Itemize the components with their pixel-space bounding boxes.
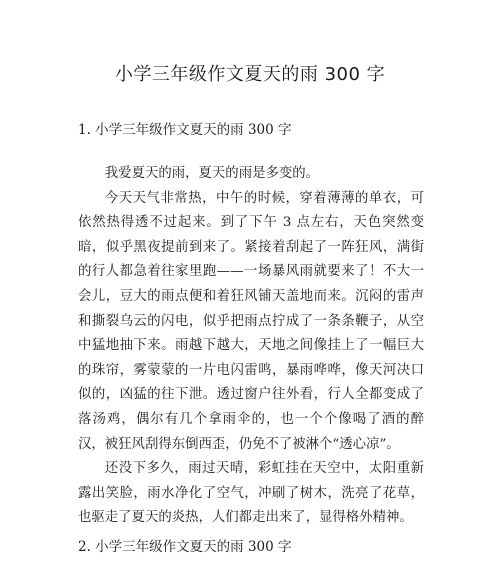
- page-title: 小学三年级作文夏天的雨 300 字: [114, 64, 386, 85]
- paragraph-2: 今天天气非常热，中午的时候，穿着薄薄的单衣，可依然热得透不过起来。到了下午 3 点左右，天色突然变暗，似乎黑夜提前到来了。紧接着刮起了一阵狂风，满街的行人都急着往家里跑——一场暴风雨就要来了！不大一会儿，豆大的雨点便和着狂风铺天盖地而来。沉闷的雷声和撕裂乌云的闪电，似乎把雨点拧成了一条条鞭子，从空中猛地抽下来。雨越下越大，天地之间像挂上了一幅巨大的珠帘，雾蒙蒙的一片电闪雷鸣，暴雨哗哗，像天河决口似的，凶猛的往下泄。透过窗户往外看，行人全都变成了落汤鸡，偶尔有几个拿雨伞的，也一个个像喝了酒的醉汉，被狂风刮得东倒西歪，仍免不了被淋个“透心凉”。: [78, 190, 424, 452]
- essay-body: [78, 162, 424, 531]
- section-heading-1: 1. 小学三年级作文夏天的雨 300 字: [78, 122, 292, 138]
- paragraph-1: 我爱夏天的雨，夏天的雨是多变的。: [104, 166, 320, 181]
- paragraph-3: 还没下多久，雨过天晴，彩虹挂在天空中，太阳重新露出笑脸，雨水净化了空气，冲刷了树木，洗亮了花草，也驱走了夏天的炎热，人们都走出来了，显得格外精神。: [78, 461, 424, 526]
- section-heading-2: 2. 小学三年级作文夏天的雨 300 字: [78, 539, 292, 555]
